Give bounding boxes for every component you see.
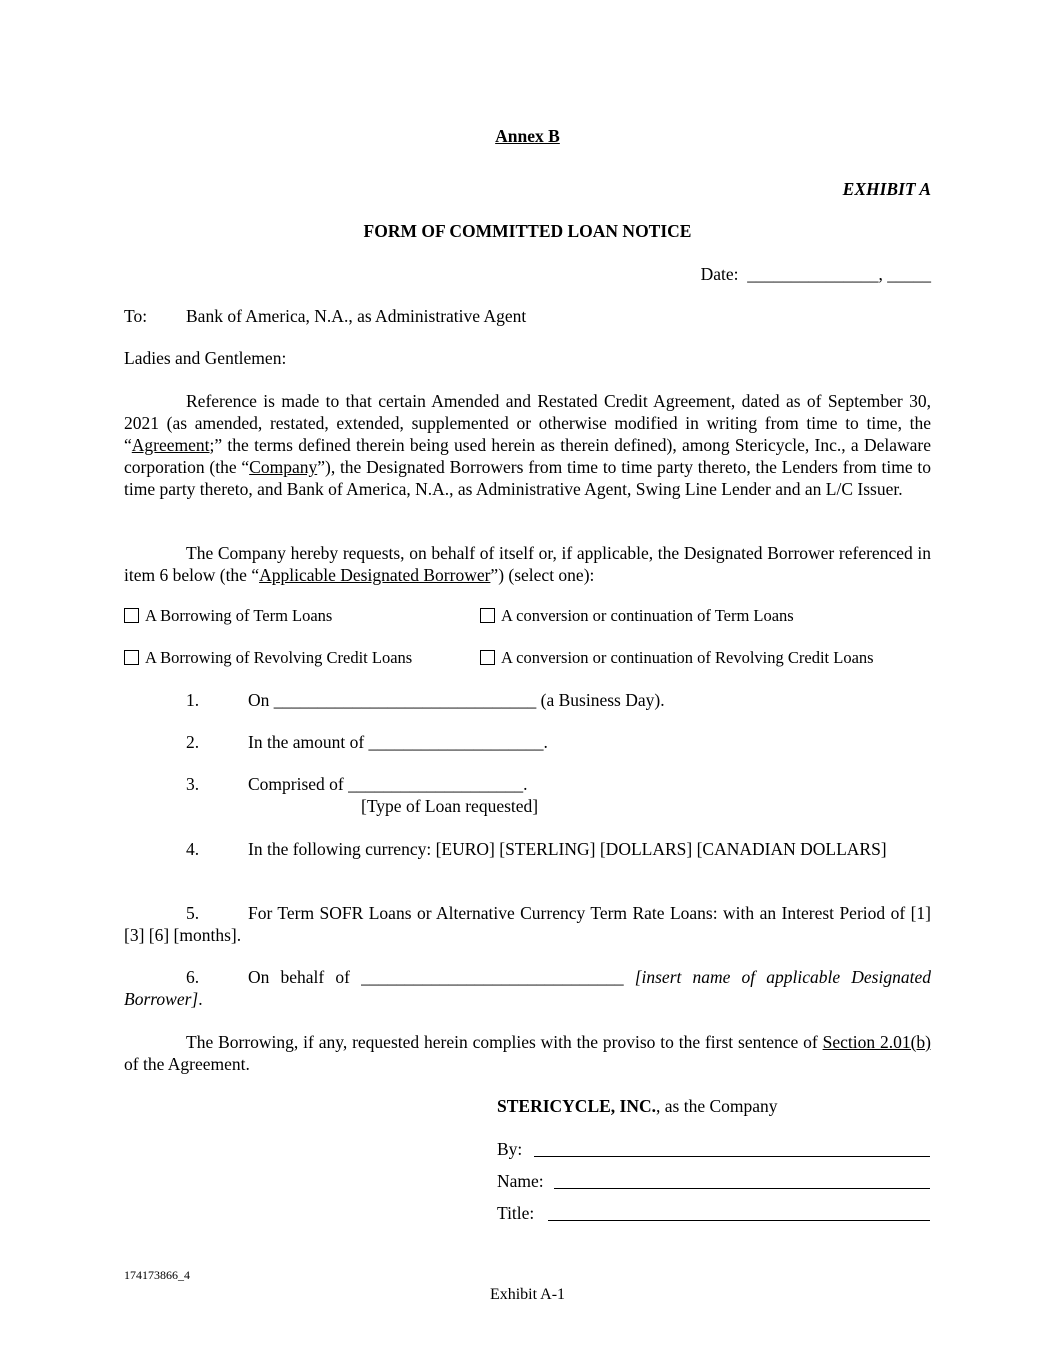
item-number: 1. (186, 690, 200, 710)
item-on-behalf-of: 6. On behalf of ______________________________ [insert name of applicable Designated Borrower]. (124, 967, 931, 1009)
applicable-designated-borrower-term: Applicable Designated Borrower (259, 565, 491, 585)
compliance-paragraph: The Borrowing, if any, requested herein complies with the proviso to the first sentence of Section 2.01(b) of the Agreement. (124, 1032, 931, 1074)
company-term: Company (249, 457, 318, 477)
section-reference: Section 2.01(b) (822, 1032, 931, 1052)
item-loan-type[interactable]: Comprised of ____________________. (248, 774, 528, 794)
checkbox-revolving-borrowing[interactable] (124, 650, 139, 665)
option-revolving-borrowing[interactable]: A Borrowing of Revolving Credit Loans (124, 647, 412, 669)
annex-heading: Annex B (495, 126, 560, 146)
option-term-borrowing[interactable]: A Borrowing of Term Loans (124, 605, 332, 627)
item-currency: 4. In the following currency: [EURO] [STERLING] [DOLLARS] [CANADIAN DOLLARS] (186, 839, 887, 859)
request-paragraph: The Company hereby requests, on behalf of itself or, if applicable, the Designated Borrower referenced in item 6 below (the “Applicable Designated Borrower”) (select one): (124, 543, 931, 585)
date-label: Date: (700, 264, 739, 284)
agreement-term: Agreement (131, 435, 210, 455)
name-signature-line[interactable] (554, 1188, 930, 1189)
exhibit-label: EXHIBIT A (842, 179, 931, 199)
salutation: Ladies and Gentlemen: (124, 348, 287, 368)
item-amount[interactable]: In the amount of ____________________. (248, 732, 548, 752)
item-number: 2. (186, 732, 200, 752)
title-signature-line[interactable] (548, 1220, 930, 1221)
title-label: Title: (497, 1203, 535, 1223)
name-label: Name: (497, 1171, 544, 1191)
item-business-day[interactable]: On ______________________________ (a Business Day). (248, 690, 665, 710)
item-number: 6. (186, 967, 200, 987)
document-title: FORM OF COMMITTED LOAN NOTICE (363, 221, 692, 241)
loan-type-caption: [Type of Loan requested] (361, 796, 539, 816)
page-label: Exhibit A-1 (489, 1286, 566, 1303)
checkbox-term-conversion[interactable] (480, 608, 495, 623)
item-interest-period: 5. For Term SOFR Loans or Alternative Currency Term Rate Loans: with an Interest Period of [1] [3] [6] [months]. (124, 903, 931, 945)
document-id: 174173866_4 (124, 1268, 190, 1282)
by-signature-line[interactable] (534, 1156, 930, 1157)
item-number: 5. (186, 903, 200, 923)
by-label: By: (497, 1139, 523, 1159)
date-field[interactable]: _______________, _____ (747, 264, 931, 284)
to-label: To: (124, 306, 148, 326)
item-number: 4. (186, 839, 200, 859)
checkbox-term-borrowing[interactable] (124, 608, 139, 623)
date-line (701, 263, 931, 285)
option-revolving-conversion[interactable]: A conversion or continuation of Revolving Credit Loans (480, 647, 874, 669)
item-number: 3. (186, 774, 200, 794)
signature-company: STERICYCLE, INC., as the Company (497, 1096, 778, 1116)
option-term-conversion[interactable]: A conversion or continuation of Term Loans (480, 605, 794, 627)
reference-paragraph: Reference is made to that certain Amended and Restated Credit Agreement, dated as of September 30, 2021 (as amended, restated, extended, supplemented or otherwise modified in writing from time to time, the “Agreement;” the terms defined therein being used herein as therein defined), among Stericycle, Inc., a Delaware corporation (the “Company”), the Designated Borrowers from time to time party thereto, the Lenders from time to time party thereto, and Bank of America, N.A., as Administrative Agent, Swing Line Lender and an L/C Issuer. (124, 391, 931, 499)
checkbox-revolving-conversion[interactable] (480, 650, 495, 665)
to-value: Bank of America, N.A., as Administrative Agent (186, 306, 527, 326)
